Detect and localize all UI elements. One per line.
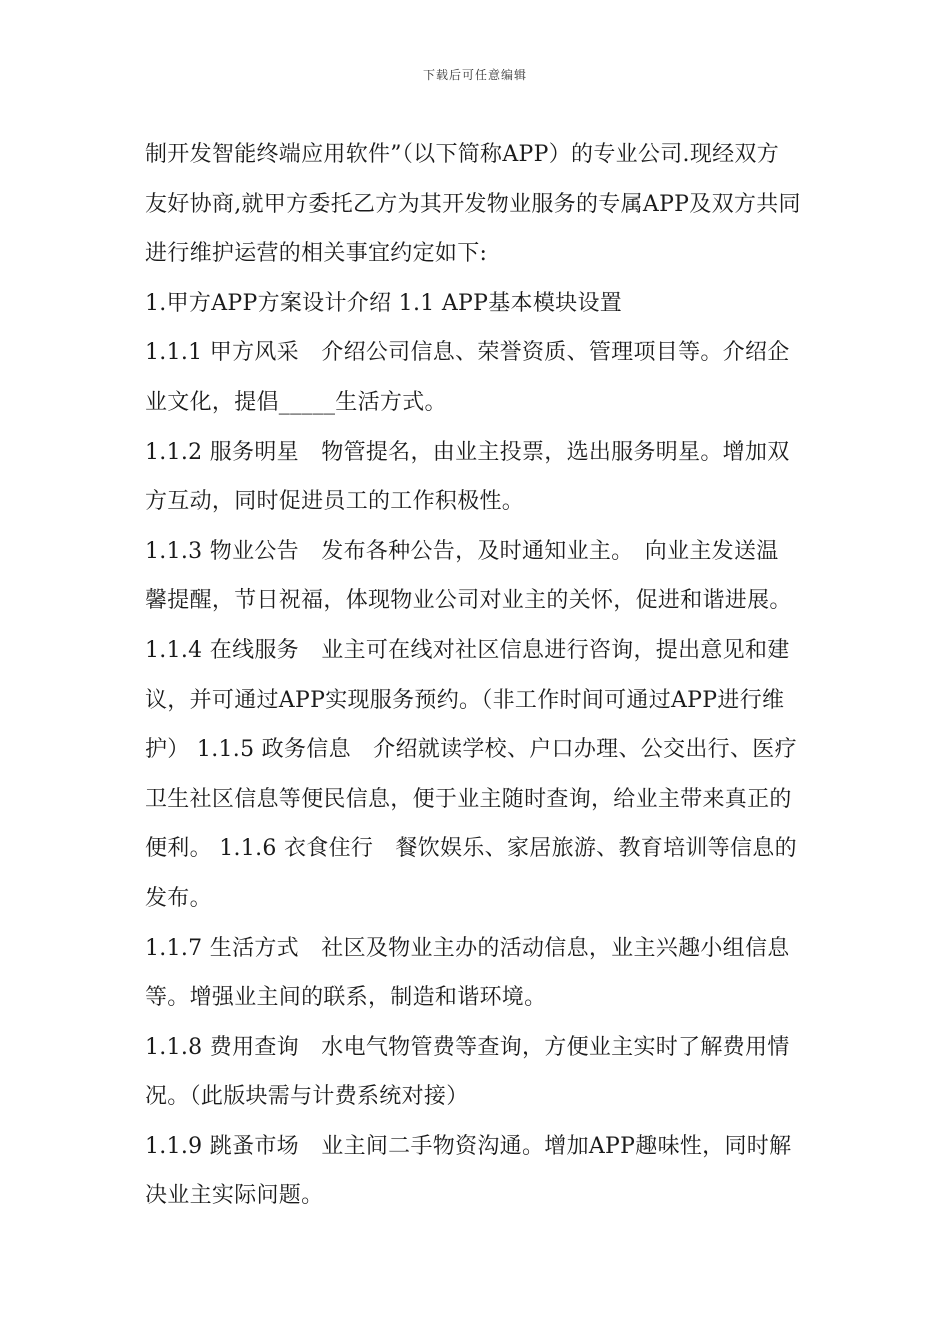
text-line: 等。增强业主间的联系，制造和谐环境。 xyxy=(145,985,547,1011)
text-line: 1.1.8 费用查询 水电气物管费等查询，方便业主实时了解费用情 xyxy=(145,1034,790,1060)
text-line: 护） 1.1.5 政务信息 介绍就读学校、户口办理、公交出行、医疗 xyxy=(145,737,797,763)
text-line: 友好协商,就甲方委托乙方为其开发物业服务的专属APP及双方共同 xyxy=(145,191,801,217)
text-line: 便利。 1.1.6 衣食住行 餐饮娱乐、家居旅游、教育培训等信息的 xyxy=(145,836,797,862)
page-header: 下载后可任意编辑 xyxy=(422,68,527,82)
text-line: 1.1.2 服务明星 物管提名，由业主投票，选出服务明星。增加双 xyxy=(145,439,790,465)
text-line: 方互动，同时促进员工的工作积极性。 xyxy=(145,489,525,515)
text-line: 发布。 xyxy=(145,885,212,911)
text-line: 况。（此版块需与计费系统对接） xyxy=(145,1084,469,1110)
text-line: 制开发智能终端应用软件”（以下简称APP）的专业公司.现经双方 xyxy=(145,142,780,167)
text-line: 卫生社区信息等便民信息，便于业主随时查询，给业主带来真正的 xyxy=(145,786,792,812)
document-body xyxy=(145,130,810,1221)
text-line: 决业主实际问题。 xyxy=(145,1183,324,1209)
text-line: 1.1.9 跳蚤市场 业主间二手物资沟通。增加APP趣味性，同时解 xyxy=(145,1133,792,1159)
text-line: 1.1.4 在线服务 业主可在线对社区信息进行咨询，提出意见和建 xyxy=(145,637,790,663)
text-line: 1.1.1 甲方风采 介绍公司信息、荣誉资质、管理项目等。介绍企 xyxy=(145,340,790,366)
section-heading: 1.甲方APP方案设计介绍 1.1 APP基本模块设置 xyxy=(145,290,623,316)
text-line: 1.1.7 生活方式 社区及物业主办的活动信息，业主兴趣小组信息 xyxy=(145,935,790,961)
text-line: 业文化，提倡_____生活方式。 xyxy=(145,389,447,415)
text-line: 进行维护运营的相关事宜约定如下: xyxy=(145,241,488,267)
text-line: 议，并可通过APP实现服务预约。（非工作时间可通过APP进行维 xyxy=(145,687,785,713)
text-line: 馨提醒，节日祝福，体现物业公司对业主的关怀，促进和谐进展。 xyxy=(145,588,792,614)
text-line: 1.1.3 物业公告 发布各种公告，及时通知业主。 向业主发送温 xyxy=(145,538,779,564)
